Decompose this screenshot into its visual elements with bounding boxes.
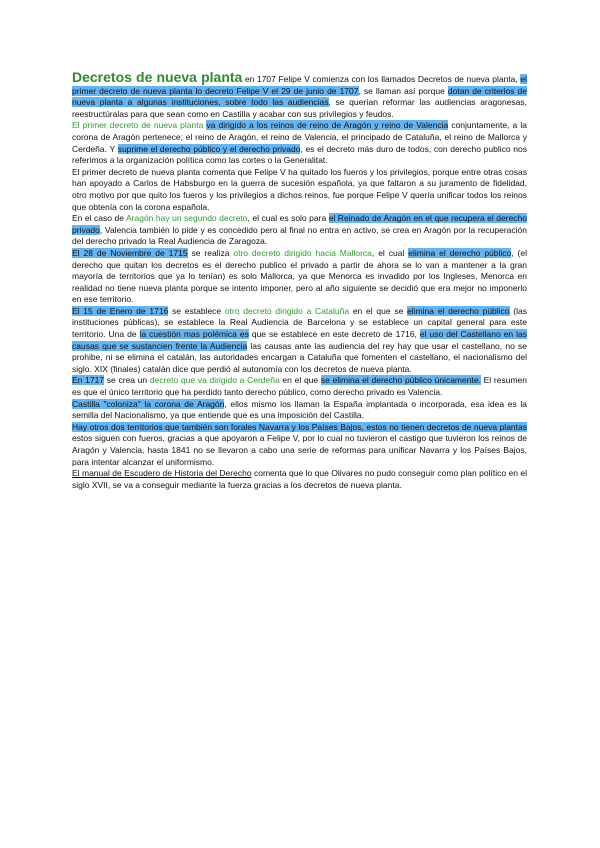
paragraph-intro <box>72 70 527 120</box>
highlighted-text: va dirigido a los reinos de reino de Aragón y reino de Valencia <box>206 120 449 131</box>
green-text: otro decreto dirigido a Cataluña <box>224 305 350 316</box>
highlighted-text: suprime el derecho público y el derecho privado <box>117 143 301 154</box>
highlighted-text: El 28 de Noviembre de 1715 <box>72 247 188 258</box>
highlighted-text: Castilla "coloniza" la corona de Aragón <box>72 398 225 409</box>
paragraph-castilla <box>72 399 527 422</box>
text-segment: las causas ante las audiencia del rey hay que usar el castellano, no se prohibe, ni se elimina el catalán, las autoridades encargan a Cataluña que fomenten el castellano, el nacionalismo del siglo. XIX (finales) catalán dice que perdió al autonomía con los decretos de nueva planta. <box>72 340 527 374</box>
text-segment: conjuntamente, a la corona de Aragón pertenece; el reino de Aragón, el reino de Valencia, el principado de Cataluña, el reino de Mallorca y Cerdeña. Y <box>72 120 528 154</box>
paragraph-manual <box>72 468 527 491</box>
highlighted-text: Hay otros dos territorios que también son forales Navarra y los Países Bajos, estos no tienen decretos de nueva plantas <box>72 421 527 432</box>
text-segment: , Valencia también lo pide y es concedido pero al final no entra en activo, se crea en Aragón por la recuperación del derecho privado la Real Audiencia de Zaragoza. <box>72 224 527 247</box>
text-segment: comenta que lo que Olivares no pudo conseguir como plan político en el siglo XVII, se va a conseguir mediante la fuerza gracias a los decretos de nueva planta. <box>72 468 527 490</box>
text-segment: estos siguen con fueros, gracias a que apoyaron a Felipe V, por lo cual no tuvieron el castigo que tuvieron los reinos de Aragón y Valencia, hasta 1841 no se llevaron a cabo una serie de reformas para unificar Navarra y los Países Bajos, para intentar alcanzar el uniformismo. <box>72 433 527 467</box>
text-segment: se establece <box>168 305 225 316</box>
paragraph-mallorca <box>72 248 527 306</box>
text-segment: (las instituciones públicas), se establece la Real Audiencia de Barcelona y se establece un capital general para este territorio. Una de <box>72 305 527 340</box>
highlighted-text: En 1717 <box>72 375 105 386</box>
highlighted-text: se elimina el derecho público únicamente. <box>320 375 481 386</box>
highlighted-text: el primer decreto de nueva planta lo decreto Felipe V el 29 de junio de 1707 <box>72 74 527 96</box>
paragraph-cerdena <box>72 375 527 398</box>
green-text: El primer decreto de nueva planta <box>72 120 207 131</box>
highlighted-text: El 15 de Enero de 1716 <box>72 305 169 316</box>
green-text: decreto que va dirigido a Cerdeña <box>149 375 280 386</box>
text-segment: En el caso de <box>72 213 126 224</box>
paragraph-first-decree <box>72 120 527 166</box>
text-segment: en 1707 Felipe V comienza con los llamados Decretos de nueva planta, <box>242 74 521 84</box>
paragraph-aragon <box>72 213 527 248</box>
green-text: Aragón hay un segundo decreto <box>125 213 248 224</box>
text-segment: , el cual es solo para <box>247 213 329 224</box>
green-text: otro decreto dirigido hacia Mallorca <box>233 247 372 258</box>
text-segment: El resumen es que el único territorio que ha perdido tanto derecho público, como derecho privado es Valencia. <box>72 375 527 398</box>
text-segment: en el que <box>279 375 321 386</box>
text-segment: , se querían reformar las audiencias aragonesas, reestructúralas para que sean como en Castilla y acabar con sus privilegios y feudos. <box>72 97 527 119</box>
text-segment: , ellos mismo los llaman la España implantada o incorporada, esa idea es la semilla del Nacionalismo, ya que entiende que es una imposición del Castilla. <box>72 398 527 421</box>
text-segment: en el que se <box>349 305 408 316</box>
text-segment: que se establece en este decreto de 1716, <box>248 329 420 340</box>
text-segment: se realiza <box>187 247 234 258</box>
highlighted-text: la cuestión mas polémica es <box>139 329 249 340</box>
text-segment: , es el decreto más duro de todos, con derecho publico nos referimos a la organización política como las cortes o la Generalitat. <box>72 143 527 166</box>
paragraph-forales <box>72 422 527 468</box>
highlighted-text: dotan de criterios de nueva planta a algunas instituciones, sobre todo las audiencias <box>72 85 527 108</box>
paragraph-cataluna <box>72 306 527 376</box>
highlighted-text: el Reinado de Aragón en el que recupera el derecho privado <box>72 213 528 235</box>
text-segment: , se llaman así porque <box>358 85 448 96</box>
text-segment: se crea un <box>104 375 150 386</box>
highlighted-text: elimina el derecho público <box>408 247 512 258</box>
text-segment: El primer decreto de nueva planta comenta que Felipe V ha quitado los fueros y los privilegios, porque entre otras cosas han apoyado a Carlos de Habsburgo en la guerra de sucesión española, ya que faltaron a su juramento de fidelidad, otro motivo por que quito los fueros y los privilegios a dichos reinos, fue porque Felipe V quería unificar todos los reinos que obtenía con la corona española. <box>72 166 527 212</box>
text-segment: , (el derecho que quitan los decretos es el derecho publico el privado a partir de ahora se lo van a mantener a la gran mayoría de territorios que ya lo tenían) es solo Mallorca, ya que Menorca es invadido por los Ingleses, Menorca en realidad no tiene nueva planta porque se intento imponer, pero al año siguiente se decidió que era mejor no imponerlo en ese territorio. <box>72 247 528 305</box>
highlighted-text: el uso del Castellano en las causas que se sustancien frente la Audiencia <box>72 329 527 351</box>
document-page <box>72 70 527 491</box>
paragraph-reasons <box>72 167 527 213</box>
underlined-text: El manual de Escudero de Historia del Derecho <box>72 468 252 479</box>
highlighted-text: elimina el derecho público <box>407 305 510 316</box>
document-title: Decretos de nueva planta <box>72 69 243 85</box>
text-segment: , el cual <box>371 247 409 258</box>
